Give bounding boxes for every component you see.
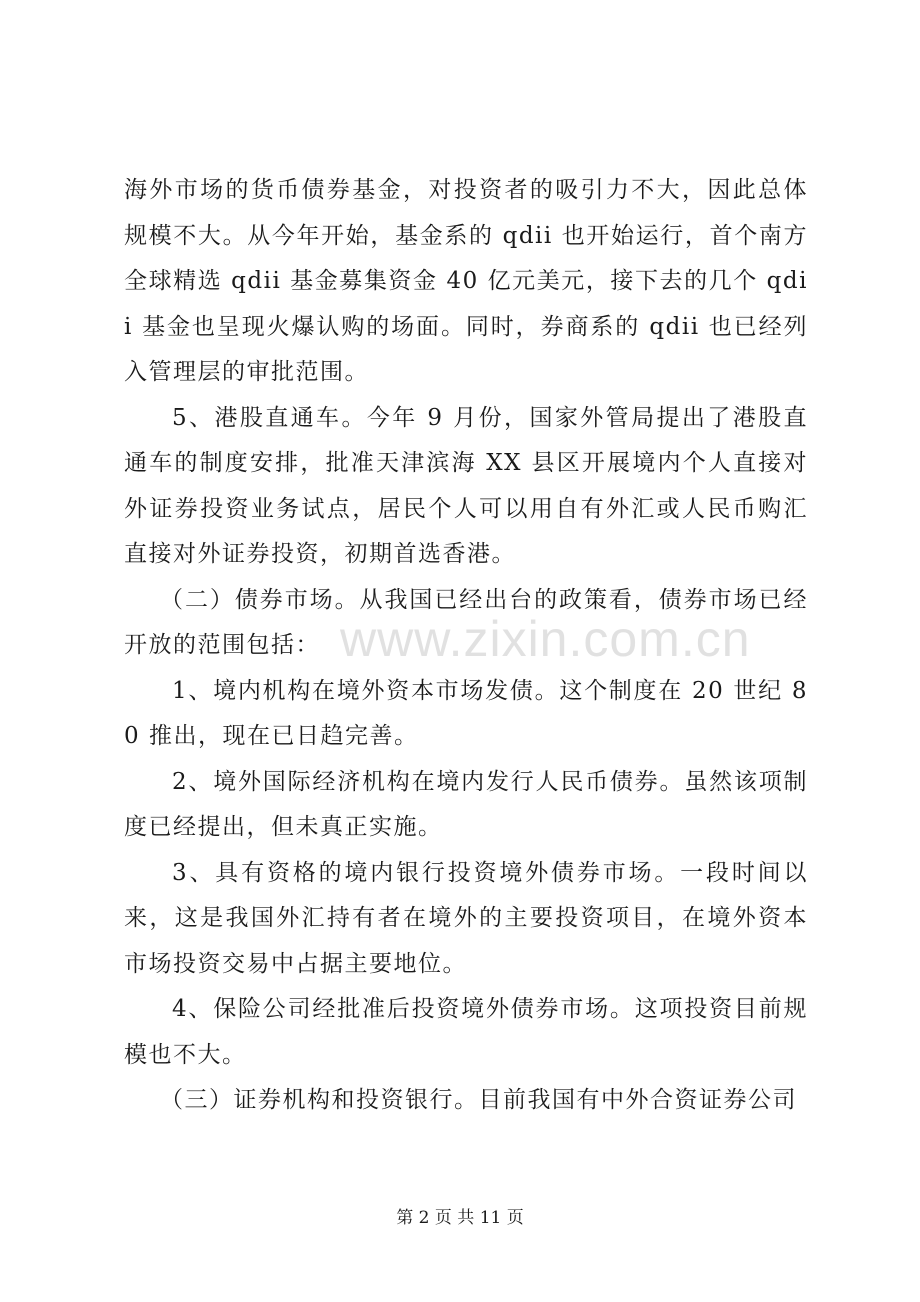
document-body: [124, 168, 808, 1124]
paragraph-hk-through-train: 5、港股直通车。今年 9 月份，国家外管局提出了港股直通车的制度安排，批准天津滨海 XX 县区开展境内个人直接对外证券投资业务试点，居民个人可以用自有外汇或人民币购汇直接对外证券投资，初期首选香港。: [124, 404, 808, 567]
paragraph-securities-heading: （三）证券机构和投资银行。目前我国有中外合资证券公司: [160, 1087, 797, 1113]
paragraph-bond-item-2: 2、境外国际经济机构在境内发行人民币债券。虽然该项制度已经提出，但未真正实施。: [124, 768, 808, 840]
paragraph-bond-item-4: 4、保险公司经批准后投资境外债券市场。这项投资目前规模也不大。: [124, 996, 808, 1068]
watermark: www.zixin.com.cn: [340, 611, 751, 667]
paragraph-qdii-continued: 海外市场的货币债券基金，对投资者的吸引力不大，因此总体规模不大。从今年开始，基金系的 qdii 也开始运行，首个南方全球精选 qdii 基金募集资金 40 亿元美元，接下去的几个 qdii 基金也呈现火爆认购的场面。同时，券商系的 qdii 也已经列入管理层的审批范围。: [124, 177, 808, 385]
paragraph-bond-item-1: 1、境内机构在境外资本市场发债。这个制度在 20 世纪 80 推出，现在已日趋完善。: [124, 677, 808, 749]
paragraph-bond-item-3: 3、具有资格的境内银行投资境外债券市场。一段时间以来，这是我国外汇持有者在境外的主要投资项目，在境外资本市场投资交易中占据主要地位。: [124, 859, 808, 977]
page-footer: 第 2 页 共 11 页: [396, 1208, 524, 1228]
paragraph-bond-market-heading: （二）债券市场。从我国已经出台的政策看，债券市场已经开放的范围包括：: [124, 586, 808, 658]
